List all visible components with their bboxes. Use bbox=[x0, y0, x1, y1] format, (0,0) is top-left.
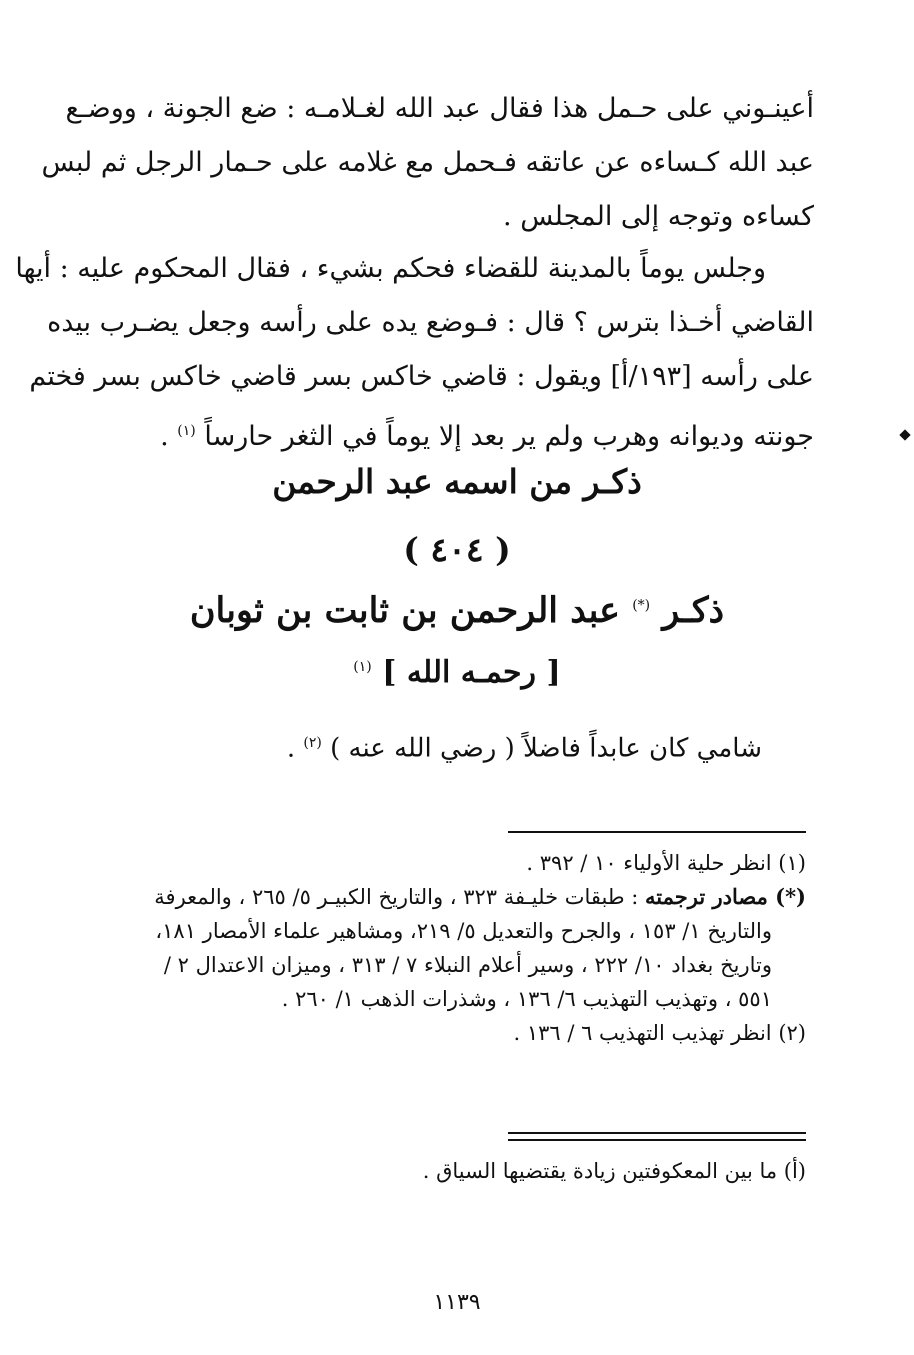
text-line: كساءه وتوجه إلى المجلس . bbox=[503, 201, 814, 232]
entry-number: ( ٤٠٤ ) bbox=[403, 530, 511, 569]
text-line: أعينـوني على حـمل هذا فقال عبد الله لغـلامـه : ضع الجونة ، ووضـع bbox=[65, 93, 814, 124]
prayer-text: [ رحمـه الله ] bbox=[382, 655, 561, 690]
paragraph-court-story bbox=[15, 242, 814, 464]
footnote-star-text: : طبقات خليـفة ٣٢٣ ، والتاريخ الكبيـر ٥/ ٢٦٥ ، والمعرفة bbox=[154, 885, 646, 909]
footnote-star-line: والتاريخ ١/ ١٥٣ ، والجرح والتعديل ٥/ ٢١٩، ومشاهير علماء الأمصار ١٨١، bbox=[155, 919, 772, 943]
sentence-end: . bbox=[160, 421, 169, 452]
footnote-1: (١) انظر حلية الأولياء ١٠ / ٣٩٢ . bbox=[526, 851, 806, 875]
section-heading: ذكـر من اسمه عبد الرحمن bbox=[272, 462, 642, 501]
text-line: وجلس يوماً بالمدينة للقضاء فحكم بشيء ، فقال المحكوم عليه : أيها bbox=[15, 253, 766, 284]
footnote-star bbox=[106, 880, 806, 914]
sentence-end: . bbox=[286, 733, 296, 764]
entry-title-prefix: ذكـر bbox=[662, 590, 725, 631]
footnote-star-label: (*) مصادر ترجمته bbox=[645, 884, 806, 909]
footnotes bbox=[106, 846, 806, 1050]
paragraph-continued bbox=[41, 82, 814, 244]
text-line: جونته وديوانه وهرب ولم ير بعد إلا يوماً في الثغر حارساً bbox=[204, 421, 814, 452]
apparatus-note: (أ) ما بين المعكوفتين زيادة يقتضيها السياق . bbox=[422, 1159, 806, 1183]
apparatus-divider bbox=[508, 1132, 806, 1141]
entry-title-name: عبد الرحمن بن ثابت بن ثوبان bbox=[189, 590, 621, 631]
page-number: ١١٣٩ bbox=[433, 1290, 481, 1315]
text-line: عبد الله كـساءه عن عاتقه فـحمل مع غلامه على حـمار الرجل ثم لبس bbox=[41, 147, 814, 178]
entry-title bbox=[0, 590, 914, 631]
biography-line bbox=[287, 718, 762, 774]
entry-prayer bbox=[0, 655, 914, 690]
footnote-divider bbox=[508, 831, 806, 833]
text-line: القاضي أخـذا بترس ؟ قال : فـوضع يده على رأسه وجعل يضـرب بيده bbox=[47, 307, 814, 338]
text-line: على رأسه [١٩٣/أ] ويقول : قاضي خاكس بسر قاضي خاكس بسر فختم bbox=[29, 361, 814, 392]
footnote-mark: (١) bbox=[353, 659, 372, 675]
margin-mark bbox=[899, 429, 910, 440]
footnote-mark: (٢) bbox=[303, 735, 322, 751]
text-line-last bbox=[100, 404, 814, 464]
footnote-mark: (١) bbox=[177, 423, 196, 439]
footnote-star-line: ٥٥١ ، وتهذيب التهذيب ٦/ ١٣٦ ، وشذرات الذهب ١/ ٢٦٠ . bbox=[281, 987, 772, 1011]
biography-text: شامي كان عابداً فاضلاً ( رضي الله عنه ) bbox=[330, 733, 762, 764]
footnote-2: (٢) انظر تهذيب التهذيب ٦ / ١٣٦ . bbox=[513, 1021, 806, 1045]
source-star-mark: (*) bbox=[632, 597, 651, 614]
footnote-star-line: وتاريخ بغداد ١٠/ ٢٢٢ ، وسير أعلام النبلاء ٧ / ٣١٣ ، وميزان الاعتدال ٢ / bbox=[163, 953, 772, 977]
